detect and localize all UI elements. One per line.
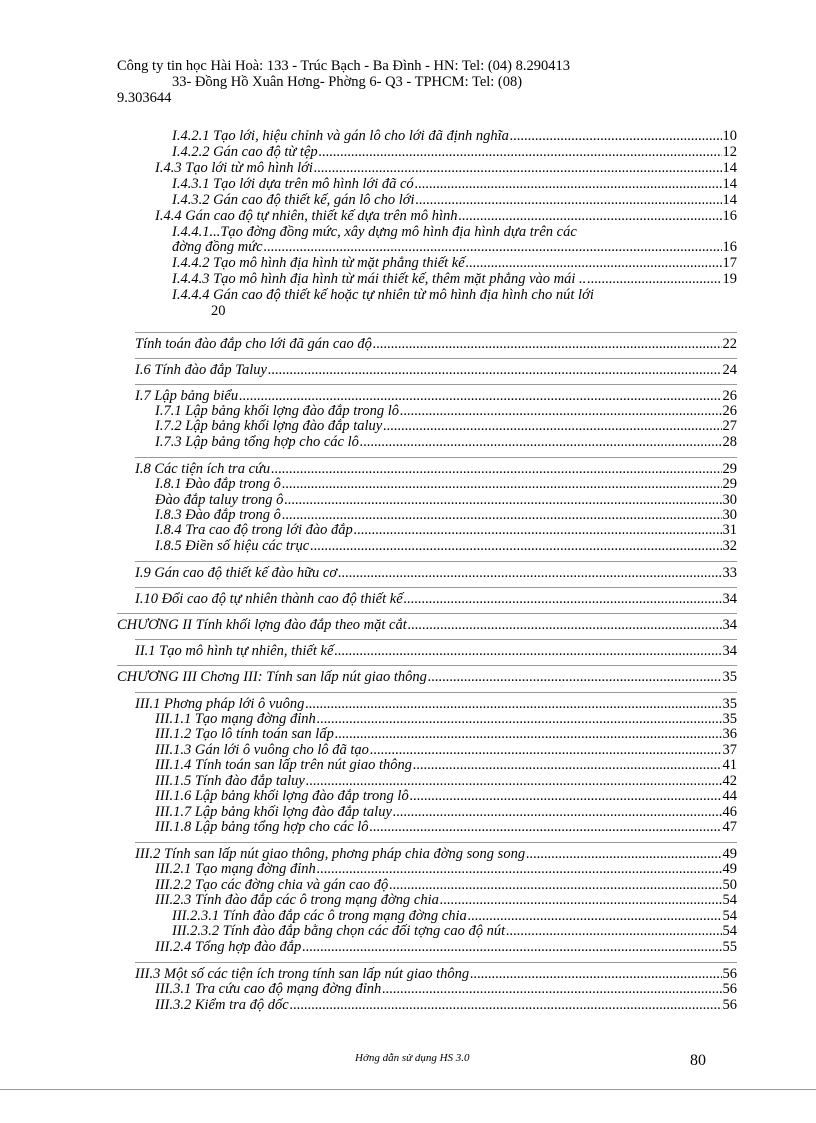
toc-entry[interactable]: CHƯƠNG III Chơng III: Tính san lấp nút giao thông ..... 35 [117, 670, 737, 685]
toc-entry[interactable]: III.1.3 Gán lới ô vuông cho lô đã tạo ..... 37 [155, 743, 737, 758]
divider [135, 842, 737, 843]
toc-entry[interactable]: III.1.7 Lập bảng khối lợng đào đắp taluy ..... 46 [155, 805, 737, 820]
toc-entry[interactable]: I.6 Tính đào đắp Taluy ..... 24 [135, 363, 737, 378]
divider [135, 561, 737, 562]
toc-entry[interactable]: III.1.5 Tính đào đắp taluy ..... 42 [155, 774, 737, 789]
toc-entry[interactable]: I.4.2.1 Tạo lới, hiệu chỉnh và gán lô cho lới đã định nghĩa ..... 10 [172, 129, 737, 144]
toc-entry[interactable]: I.8 Các tiện ích tra cứu ..... 29 [135, 462, 737, 477]
footer-title: Hớng dẫn sử dụng HS 3.0 [355, 1052, 470, 1064]
toc-entry[interactable]: I.8.5 Điền số hiệu các trục ..... 32 [155, 539, 737, 554]
toc-entry[interactable]: Đào đắp taluy trong ô ..... 30 [155, 493, 737, 508]
toc-entry[interactable]: III.1.1 Tạo mạng đờng đỉnh ..... 35 [155, 712, 737, 727]
divider [135, 962, 737, 963]
toc-entry[interactable]: I.7.1 Lập bảng khối lợng đào đắp trong lô ..... 26 [155, 404, 737, 419]
toc-entry[interactable]: I.7.2 Lập bảng khối lợng đào đắp taluy ..... 27 [155, 419, 737, 434]
toc-entry[interactable]: I.8.3 Đào đắp trong ô ..... 30 [155, 508, 737, 523]
toc-entry[interactable]: III.2 Tính san lấp nút giao thông, phơng pháp chia đờng song song ..... 49 [135, 847, 737, 862]
toc-entry[interactable]: I.8.4 Tra cao độ trong lới đào đắp ..... 31 [155, 523, 737, 538]
toc-entry[interactable]: I.4.4 Gán cao độ tự nhiên, thiết kế dựa trên mô hình ..... 16 [155, 209, 737, 224]
divider [135, 457, 737, 458]
page-bottom-rule [0, 1089, 816, 1090]
divider [135, 332, 737, 333]
divider [135, 384, 737, 385]
toc-entry[interactable]: I.4.4.2 Tạo mô hình địa hình từ mặt phẳng thiết kế ..... 17 [172, 256, 737, 271]
toc-entry[interactable]: I.9 Gán cao độ thiết kế đào hữu cơ ..... 33 [135, 566, 737, 581]
toc-entry[interactable]: I.4.3 Tạo lới từ mô hình lới ..... 14 [155, 161, 737, 176]
toc-entry[interactable]: III.3.2 Kiểm tra độ dốc ..... 56 [155, 998, 737, 1013]
divider [117, 665, 737, 666]
company-header [117, 58, 737, 106]
toc-entry-line[interactable]: I.4.4.4 Gán cao độ thiết kế hoặc tự nhiên từ mô hình địa hình cho nút lới [172, 287, 594, 303]
divider [135, 358, 737, 359]
header-line-1: Công ty tin học Hài Hoà: 133 - Trúc Bạch - Ba Đình - HN: Tel: (04) 8.290413 [117, 58, 571, 74]
toc-entry[interactable]: CHƯƠNG II Tính khối lợng đào đắp theo mặt cắt ..... 34 [117, 618, 737, 633]
toc-entry[interactable]: III.2.3 Tính đào đắp các ô trong mạng đờng chia ..... 54 [155, 893, 737, 908]
toc-entry[interactable]: I.4.3.1 Tạo lới dựa trên mô hình lới đã có ..... 14 [172, 177, 737, 192]
toc-entry[interactable]: III.2.3.2 Tính đào đắp bằng chọn các đối tợng cao độ nút ..... 54 [172, 924, 737, 939]
toc-entry[interactable]: Tính toán đào đắp cho lới đã gán cao độ ..... 22 [135, 337, 737, 352]
toc-entry-page: 20 [211, 303, 226, 319]
toc-entry-line[interactable]: I.4.4.1...Tạo đờng đồng mức, xây dựng mô hình địa hình dựa trên các [172, 224, 577, 240]
divider [135, 639, 737, 640]
toc-entry[interactable]: III.1.4 Tính toán san lấp trên nút giao thông ..... 41 [155, 758, 737, 773]
toc-entry[interactable]: I.10 Đổi cao độ tự nhiên thành cao độ thiết kế ..... 34 [135, 592, 737, 607]
toc-entry[interactable]: III.3.1 Tra cứu cao độ mạng đờng đỉnh ..... 56 [155, 982, 737, 997]
toc-entry[interactable]: I.8.1 Đào đắp trong ô ..... 29 [155, 477, 737, 492]
toc-entry[interactable]: I.4.4.3 Tạo mô hình địa hình từ mái thiết kế, thêm mặt phẳng vào mái .. ..... 19 [172, 272, 737, 287]
toc-entry[interactable]: I.7.3 Lập bảng tổng hợp cho các lô ..... 28 [155, 435, 737, 450]
toc-entry[interactable]: II.1 Tạo mô hình tự nhiên, thiết kế ..... 34 [135, 644, 737, 659]
divider [135, 692, 737, 693]
toc-entry[interactable]: III.1 Phơng pháp lới ô vuông ..... 35 [135, 697, 737, 712]
header-line-3: 9.303644 [117, 90, 172, 106]
divider [135, 587, 737, 588]
toc-entry[interactable]: III.3 Một số các tiện ích trong tính san lấp nút giao thông ..... 56 [135, 967, 737, 982]
toc-entry[interactable]: III.2.3.1 Tính đào đắp các ô trong mạng đờng chia ..... 54 [172, 909, 737, 924]
toc-entry[interactable]: I.4.2.2 Gán cao độ từ tệp ..... 12 [172, 145, 737, 160]
header-line-2: 33- Đồng Hồ Xuân Hơng- Phờng 6- Q3 - TPHCM: Tel: (08) [172, 74, 523, 90]
divider [117, 613, 737, 614]
toc-entry[interactable]: III.1.6 Lập bảng khối lợng đào đắp trong lô ..... 44 [155, 789, 737, 804]
page-number: 80 [690, 1052, 706, 1069]
toc-entry[interactable]: I.7 Lập bảng biểu ..... 26 [135, 389, 737, 404]
toc-entry[interactable]: III.2.1 Tạo mạng đờng đỉnh ..... 49 [155, 862, 737, 877]
toc-entry[interactable]: III.2.2 Tạo các đờng chia và gán cao độ ..... 50 [155, 878, 737, 893]
toc-entry[interactable]: III.1.8 Lập bảng tổng hợp cho các lô ..... 47 [155, 820, 737, 835]
toc-entry[interactable]: III.1.2 Tạo lô tính toán san lấp ..... 36 [155, 727, 737, 742]
toc-entry[interactable]: đờng đồng mức ..... 16 [172, 240, 737, 255]
toc-entry[interactable]: I.4.3.2 Gán cao độ thiết kế, gán lô cho lới ..... 14 [172, 193, 737, 208]
toc-entry[interactable]: III.2.4 Tổng hợp đào đắp ..... 55 [155, 940, 737, 955]
